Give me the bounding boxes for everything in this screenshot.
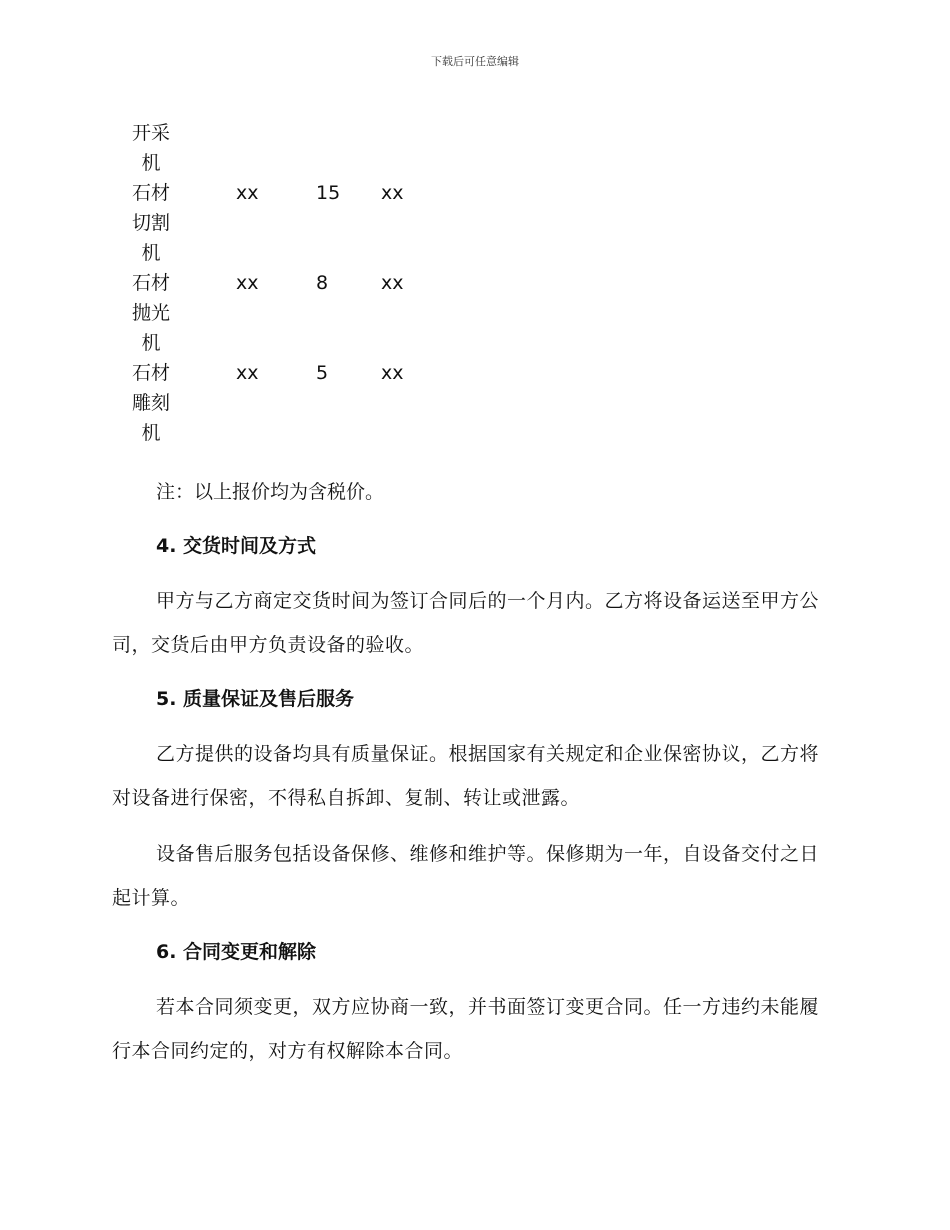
table-row bbox=[112, 118, 432, 178]
page-header: 下载后可任意编辑 bbox=[431, 55, 519, 68]
name-line: 抛光 bbox=[131, 302, 170, 324]
table-row bbox=[112, 358, 432, 448]
section-title-delivery: 4. 交货时间及方式 bbox=[156, 535, 317, 557]
price-cell: xx bbox=[381, 362, 404, 384]
price-note: 注：以上报价均为含税价。 bbox=[156, 481, 385, 503]
name-line: 石材 bbox=[131, 272, 170, 294]
name-line: 机 bbox=[141, 332, 161, 354]
quantity-cell: 5 bbox=[316, 362, 329, 384]
model-cell: xx bbox=[236, 362, 259, 384]
paragraph-quality: 乙方提供的设备均具有质量保证。根据国家有关规定和企业保密协议，乙方将对设备进行保密，不得私自拆卸、复制、转让或泄露。 bbox=[112, 743, 820, 809]
model-cell: xx bbox=[236, 272, 259, 294]
model-cell: xx bbox=[236, 182, 259, 204]
name-line: 切割 bbox=[131, 212, 170, 234]
name-line: 机 bbox=[141, 422, 161, 444]
quantity-cell: 15 bbox=[316, 182, 341, 204]
paragraph-delivery: 甲方与乙方商定交货时间为签订合同后的一个月内。乙方将设备运送至甲方公司，交货后由甲方负责设备的验收。 bbox=[112, 590, 820, 656]
paragraph-contract-change: 若本合同须变更，双方应协商一致，并书面签订变更合同。任一方违约未能履行本合同约定的，对方有权解除本合同。 bbox=[112, 996, 820, 1062]
name-line: 石材 bbox=[131, 362, 170, 384]
paragraph-after-sales: 设备售后服务包括设备保修、维修和维护等。保修期为一年，自设备交付之日起计算。 bbox=[112, 843, 820, 909]
name-line: 机 bbox=[141, 152, 161, 174]
name-line: 机 bbox=[141, 242, 161, 264]
table-row bbox=[112, 268, 432, 358]
equipment-name bbox=[112, 178, 190, 268]
section-title-quality: 5. 质量保证及售后服务 bbox=[156, 688, 355, 710]
price-cell: xx bbox=[381, 182, 404, 204]
equipment-table bbox=[112, 118, 432, 448]
equipment-name bbox=[112, 268, 190, 358]
name-line: 开采 bbox=[131, 122, 170, 144]
name-line: 雕刻 bbox=[131, 392, 170, 414]
section-title-contract-change: 6. 合同变更和解除 bbox=[156, 941, 317, 963]
name-line: 石材 bbox=[131, 182, 170, 204]
equipment-name bbox=[112, 118, 190, 178]
price-cell: xx bbox=[381, 272, 404, 294]
quantity-cell: 8 bbox=[316, 272, 329, 294]
table-row bbox=[112, 178, 432, 268]
equipment-name bbox=[112, 358, 190, 448]
